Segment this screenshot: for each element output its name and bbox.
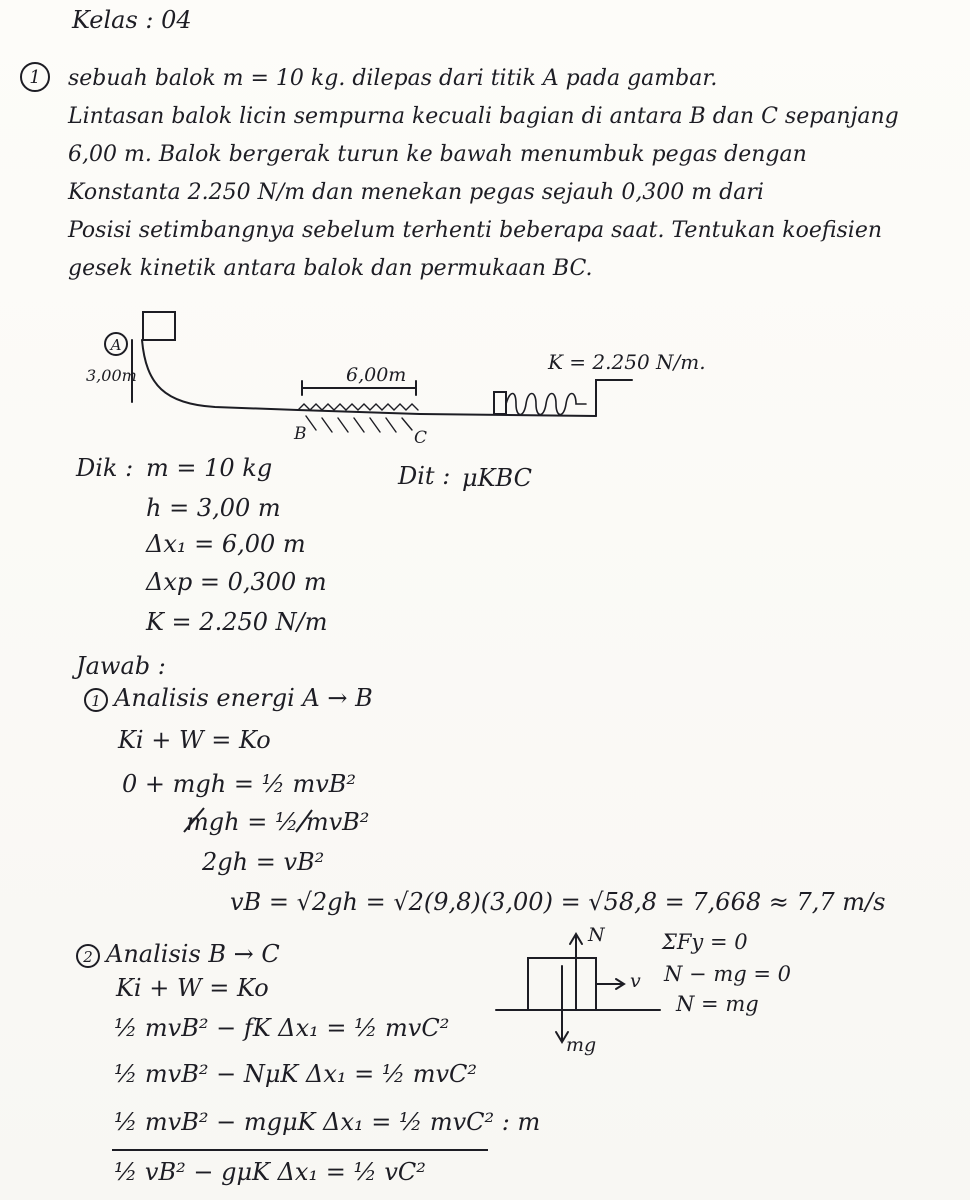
step1-line: 2gh = vB²	[202, 848, 325, 876]
known-length: Δx₁ = 6,00 m	[146, 530, 306, 558]
problem-line: Lintasan balok licin sempurna kecuali bagian di antara B dan C sepanjang	[68, 104, 899, 129]
fbd-equation-2: N = mg	[676, 992, 759, 1016]
problem-line: gesek kinetik antara balok dan permukaan BC.	[68, 256, 593, 281]
step2-line: ½ mvB² − mgμK Δx₁ = ½ mvC² : m	[114, 1108, 541, 1136]
step1-line: 0 + mgh = ½ mvB²	[122, 770, 357, 798]
point-a-label: A	[104, 332, 128, 356]
height-label: 3,00m	[86, 366, 137, 385]
fbd-velocity-label: v	[630, 970, 641, 992]
fbd-equation-1: N − mg = 0	[664, 962, 791, 986]
point-c-label: C	[414, 428, 428, 448]
spring-constant-label: K = 2.250 N/m.	[548, 350, 706, 374]
step2-line: ½ mvB² − NμK Δx₁ = ½ mvC²	[114, 1060, 478, 1088]
known-label: Dik :	[76, 454, 134, 482]
step1-line: vB = √2gh = √2(9,8)(3,00) = √58,8 = 7,668 ≈ 7,7 m/s	[230, 888, 886, 916]
asked-value: μKBC	[462, 464, 532, 492]
fbd-sum-forces: ΣFy = 0	[662, 930, 748, 954]
known-spring-constant: K = 2.250 N/m	[146, 608, 328, 636]
problem-line: Konstanta 2.250 N/m dan menekan pegas sejauh 0,300 m dari	[68, 180, 764, 205]
problem-line: Posisi setimbangnya sebelum terhenti beberapa saat. Tentukan koefisien	[68, 218, 883, 243]
step1-line: mgh = ½ mvB²	[186, 808, 370, 836]
step2-title: Analisis B → C	[106, 940, 280, 968]
problem-line: 6,00 m. Balok bergerak turun ke bawah menumbuk pegas dengan	[68, 142, 807, 167]
asked-label: Dit :	[398, 462, 451, 490]
problem-number: 1	[20, 62, 50, 92]
step2-line: Ki + W = Ko	[116, 974, 269, 1002]
length-label: 6,00m	[346, 364, 407, 386]
fbd-weight-label: mg	[566, 1034, 597, 1056]
known-height: h = 3,00 m	[146, 494, 281, 522]
step1-title: Analisis energi A → B	[114, 684, 373, 712]
known-mass: m = 10 kg	[146, 454, 273, 482]
step2-number: 2	[76, 944, 100, 968]
answer-label: Jawab :	[76, 652, 166, 680]
problem-line: sebuah balok m = 10 kg. dilepas dari titik A pada gambar.	[68, 66, 718, 91]
fbd-normal-label: N	[588, 924, 605, 946]
class-label: Kelas : 04	[72, 6, 192, 34]
point-b-label: B	[294, 424, 307, 444]
known-compression: Δxp = 0,300 m	[146, 568, 327, 596]
step1-line: Ki + W = Ko	[118, 726, 271, 754]
step2-line: ½ vB² − gμK Δx₁ = ½ vC²	[114, 1158, 426, 1186]
step2-line: ½ mvB² − fK Δx₁ = ½ mvC²	[114, 1014, 450, 1042]
step1-number: 1	[84, 688, 108, 712]
